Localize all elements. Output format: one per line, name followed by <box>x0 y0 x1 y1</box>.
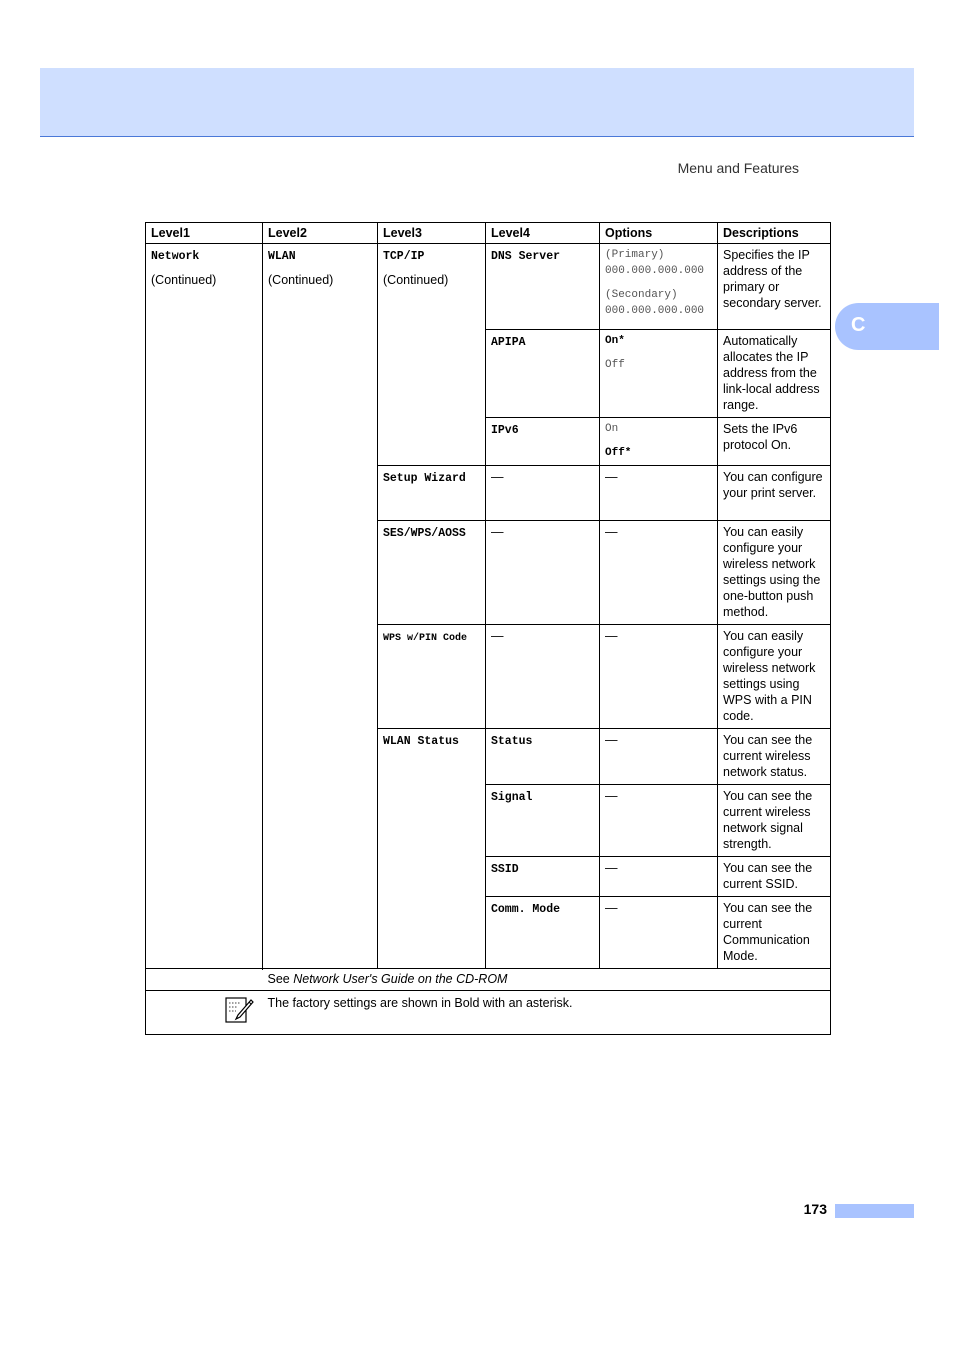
level3-name: Setup Wizard <box>383 472 466 485</box>
level3-name: TCP/IP <box>383 250 425 263</box>
option-value: (Secondary) <box>605 289 678 301</box>
level4-cell <box>486 785 600 857</box>
level3-tcpip-cell <box>378 244 486 466</box>
level2-cell <box>263 244 378 969</box>
description-cell: You can easily configure your wireless network settings using the one-button push method. <box>718 521 831 625</box>
options-cell: — <box>600 466 718 521</box>
chapter-tab-label: C <box>851 314 866 336</box>
options-cell <box>600 244 718 330</box>
option-value: (Primary) <box>605 249 665 261</box>
running-head: Menu and Features <box>677 160 799 176</box>
description-cell: You can see the current wireless network signal strength. <box>718 785 831 857</box>
level4-name: Comm. Mode <box>491 903 561 916</box>
option-value: On* <box>605 335 625 347</box>
col-header-level2: Level2 <box>263 223 378 244</box>
note-icon-cell <box>146 991 263 1035</box>
page-number-bar <box>835 1204 914 1218</box>
level4-name: Signal <box>491 791 533 804</box>
header-band <box>40 68 914 137</box>
see-prefix: See <box>267 972 294 986</box>
description-cell: You can see the current wireless network status. <box>718 729 831 785</box>
level4-cell <box>486 857 600 897</box>
option-value: 000.000.000.000 <box>605 265 705 277</box>
level3-name: WPS w/PIN Code <box>383 633 468 644</box>
level3-cell <box>378 729 486 969</box>
level3-name: SES/WPS/AOSS <box>383 527 466 540</box>
description-cell: You can configure your print server. <box>718 466 831 521</box>
level4-cell: — <box>486 466 600 521</box>
options-cell <box>600 418 718 466</box>
description-cell: You can easily configure your wireless network settings using WPS with a PIN code. <box>718 625 831 729</box>
level3-cell <box>378 466 486 521</box>
level4-name: DNS Server <box>491 250 561 263</box>
note-row <box>146 991 831 1035</box>
table-row <box>146 244 831 330</box>
level4-cell: — <box>486 625 600 729</box>
col-header-options: Options <box>600 223 718 244</box>
level1-continued: (Continued) <box>151 273 217 287</box>
option-value: Off <box>605 359 625 371</box>
description-cell: Specifies the IP address of the primary or secondary server. <box>718 244 831 330</box>
options-cell: — <box>600 729 718 785</box>
level3-cell <box>378 521 486 625</box>
options-cell: — <box>600 785 718 857</box>
col-header-level3: Level3 <box>378 223 486 244</box>
level4-name: SSID <box>491 863 519 876</box>
col-header-level1: Level1 <box>146 223 263 244</box>
level4-name: Status <box>491 735 533 748</box>
description-cell: You can see the current Communication Mode. <box>718 897 831 969</box>
options-cell: — <box>600 857 718 897</box>
level4-cell <box>486 418 600 466</box>
level4-name: IPv6 <box>491 424 519 437</box>
options-cell: — <box>600 521 718 625</box>
pencil-note-icon <box>224 995 254 1029</box>
see-guide-cell <box>263 969 831 991</box>
level1-cell <box>146 244 263 969</box>
level2-continued: (Continued) <box>268 273 334 287</box>
level1-name: Network <box>151 250 200 263</box>
level3-name: WLAN Status <box>383 735 459 748</box>
col-header-level4: Level4 <box>486 223 600 244</box>
option-value: On <box>605 423 619 435</box>
level4-cell <box>486 244 600 330</box>
level2-name: WLAN <box>268 250 296 263</box>
header-row <box>146 223 831 244</box>
menu-table <box>145 222 831 1035</box>
level3-cell <box>378 625 486 729</box>
note-text: The factory settings are shown in Bold with an asterisk. <box>263 991 831 1035</box>
col-header-descriptions: Descriptions <box>718 223 831 244</box>
options-cell <box>600 330 718 418</box>
options-cell: — <box>600 897 718 969</box>
options-cell: — <box>600 625 718 729</box>
level4-cell <box>486 729 600 785</box>
level4-cell <box>486 330 600 418</box>
level4-name: APIPA <box>491 336 526 349</box>
description-cell: You can see the current SSID. <box>718 857 831 897</box>
chapter-tab <box>835 303 939 350</box>
description-cell: Automatically allocates the IP address from the link-local address range. <box>718 330 831 418</box>
option-value: Off* <box>605 447 632 459</box>
level3-continued: (Continued) <box>383 273 449 287</box>
option-value: 000.000.000.000 <box>605 305 705 317</box>
level4-cell: — <box>486 521 600 625</box>
page-number: 173 <box>803 1201 827 1217</box>
see-guide-row <box>146 969 831 991</box>
description-cell: Sets the IPv6 protocol On. <box>718 418 831 466</box>
see-guide-title: Network User's Guide on the CD-ROM <box>293 972 508 986</box>
level4-cell <box>486 897 600 969</box>
